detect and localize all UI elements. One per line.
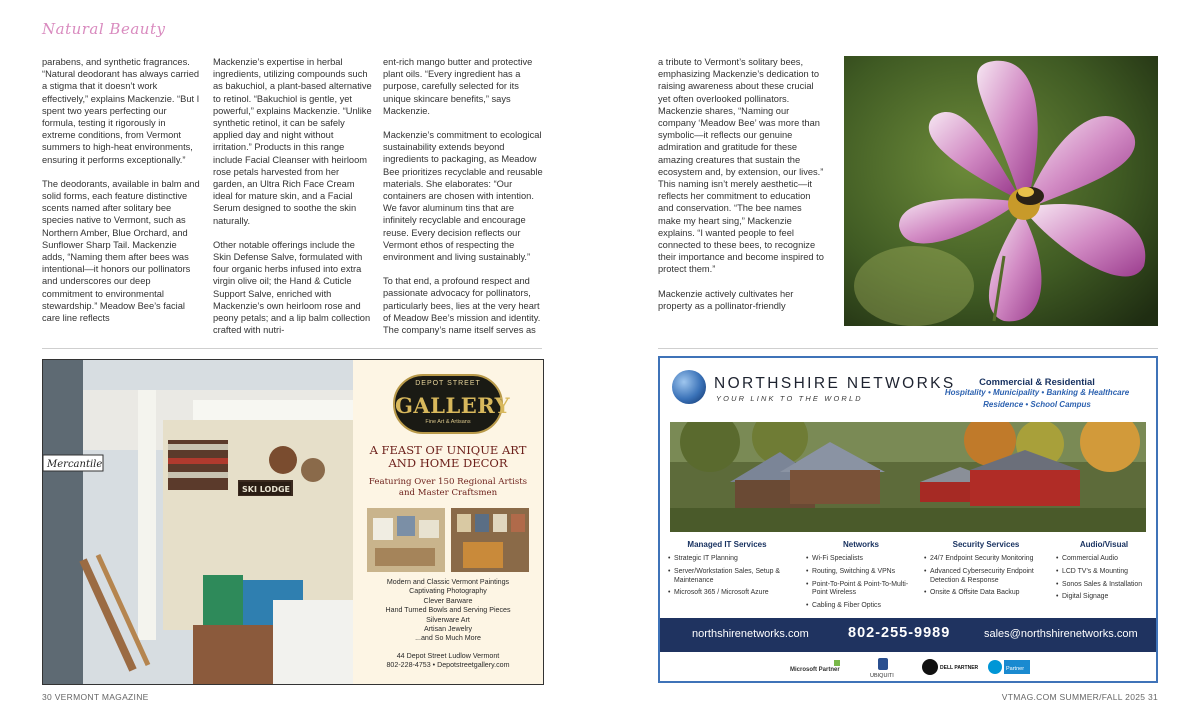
left-folio: 30 VERMONT MAGAZINE xyxy=(42,692,149,702)
mercantile-sign: Mercantile xyxy=(47,459,103,470)
service-item: • Commercial Audio xyxy=(1056,555,1152,564)
column-title: Security Services xyxy=(952,540,1020,549)
paragraph: a tribute to Vermont’s solitary bees, emphasizing Mackenzie’s dedication to raising awareness about these crucial yet often overlooked pollinators. Mackenzie shares, “Naming our company ‘Meadow Bee’ was more than symbolic—it reflects our genuine admiration and gratitude for these amazing creatures that sustain the ecosystem and, by extension, our lives.” This naming isn’t merely aesthetic—it reflects her commitment to education and conservation. “The bee names make my heart sing,” Mackenzie explains. “I wanted people to feel connected to these bees, to recognize their importance and become inspired to protect them.” xyxy=(658,57,824,275)
cosmos-flower-photo xyxy=(844,56,1158,326)
service-item: • LCD TV’s & Mounting xyxy=(1056,568,1152,577)
rule-left xyxy=(42,348,542,349)
service-item: • Microsoft 365 / Microsoft Azure xyxy=(668,589,786,598)
service-item: • Strategic IT Planning xyxy=(668,555,786,564)
paragraph: To that end, a profound respect and passionate advocacy for pollinators, particularly bees, lies at the very heart of Meadow Bee’s mission and identity. The company’s name itself serves as xyxy=(383,276,541,336)
paragraph: Mackenzie actively cultivates her property as a pollinator-friendly xyxy=(658,288,794,311)
service-item: • Point-To-Point & Point-To-Multi-Point Wireless xyxy=(806,581,916,599)
hp-partner-logo: Partner xyxy=(1006,666,1025,672)
section-title: Natural Beauty xyxy=(42,20,166,38)
list-item: ...and So Much More xyxy=(415,634,481,643)
partner-logos xyxy=(790,656,1040,678)
gallery-logo xyxy=(393,374,511,434)
dell-partner-logo: DELL PARTNER xyxy=(940,665,979,671)
ski-lodge-sign: SKI LODGE xyxy=(242,485,291,494)
logo-top-text: DEPOT STREET xyxy=(415,380,481,387)
left-col-3 xyxy=(383,56,543,348)
northshire-networks-ad xyxy=(658,356,1158,683)
service-item: • Routing, Switching & VPNs xyxy=(806,568,916,577)
gallery-subhead: Featuring Over 150 Regional Artists and Master Craftsmen xyxy=(368,477,528,498)
rule-right xyxy=(658,348,1158,349)
service-column xyxy=(806,540,916,615)
ubiquiti-logo: UBIQUITI xyxy=(870,673,894,678)
left-col-1 xyxy=(42,56,200,336)
company-tagline: YOUR LINK TO THE WORLD xyxy=(716,394,863,403)
farm-landscape-photo xyxy=(670,422,1146,532)
gallery-ad xyxy=(42,359,544,685)
phone-number: 802-255-9989 xyxy=(848,625,951,641)
commercial-residential-block xyxy=(922,376,1152,411)
gallery-headline: A FEAST OF UNIQUE ART AND HOME DECOR xyxy=(369,443,527,470)
gallery-info-panel xyxy=(353,360,543,684)
address-line: 44 Depot Street Ludlow Vermont xyxy=(396,652,500,660)
list-item: Silverware Art xyxy=(426,615,470,624)
cr-line-1: Hospitality • Municipality • Banking & Healthcare xyxy=(944,388,1130,397)
contact-line: 802-228-4753 • Depotstreetgallery.com xyxy=(386,661,510,670)
service-item: • Advanced Cybersecurity Endpoint Detection & Response xyxy=(924,568,1048,586)
gallery-items-list xyxy=(359,578,537,644)
list-item: Captivating Photography xyxy=(409,587,487,596)
column-title: Audio/Visual xyxy=(1079,540,1129,549)
service-column xyxy=(1056,540,1152,606)
microsoft-partner-logo: Microsoft Partner xyxy=(790,667,840,673)
list-item: Hand Turned Bowls and Serving Pieces xyxy=(385,606,511,615)
service-item: • Cabling & Fiber Optics xyxy=(806,602,916,611)
service-item: • Sonos Sales & Installation xyxy=(1056,581,1152,590)
paragraph: The deodorants, available in balm and solid forms, each feature distinctive scents named after solitary bee species native to Vermont, such as Northern Amber, Blue Orchard, and Sunflower Sharp Tail. Mackenzie adds, “Naming them after bees was intentional—it honors our pollinators and underscores our deep commitment to environmental stewardship.” Meadow Bee’s facial care line reflects xyxy=(42,178,200,324)
right-col-1 xyxy=(658,56,826,324)
logo-subtitle: Fine Art & Artisans xyxy=(425,419,471,425)
gallery-interior-photos xyxy=(367,508,529,572)
list-item: Artisan Jewelry xyxy=(423,625,473,634)
column-title: Networks xyxy=(842,540,879,549)
paragraph: Mackenzie’s expertise in herbal ingredients, utilizing compounds such as bakuchiol, a plant-based alternative to retinol. “Bakuchiol is gentle, yet powerful,” explains Mackenzie. “Unlike synthetic retinol, it can be safely applied day and night without irritation.” Products in this range include Facial Cleanser with heirloom rose petals harvested from her garden, an Ultra Rich Face Cream ideal for mature skin, and a Facial Serum designed to soothe the skin naturally. xyxy=(213,57,372,226)
paragraph: Other notable offerings include the Skin Defense Salve, formulated with four organic herbs infused into extra virgin olive oil; the Hand & Cuticle Support Salve, enriched with Mackenzie’s own heirloom rose and peony petals; and a lip balm collection crafted with nutri- xyxy=(213,239,371,336)
paragraph: parabens, and synthetic fragrances. “Natural deodorant has always carried a stigma that it doesn’t work effectively,” explains Mackenzie. “But I spent two years perfecting our formula, testing it rigorously in extreme conditions, from Vermont summers to high-heat environments, ensuring it performs exceptionally.” xyxy=(42,57,200,165)
website-link[interactable]: northshirenetworks.com xyxy=(692,628,809,640)
service-item: • 24/7 Endpoint Security Monitoring xyxy=(924,555,1048,564)
service-item: • Digital Signage xyxy=(1056,593,1152,602)
company-name: NORTHSHIRE NETWORKS xyxy=(714,375,956,392)
cr-title: Commercial & Residential xyxy=(979,376,1095,387)
paragraph: Mackenzie’s commitment to ecological sustainability extends beyond ingredients to packaging, as Meadow Bee prioritizes recyclable and reusable materials. She elaborates: “Our containers are chosen with intention. We favor aluminum tins that are infinitely recyclable and encourage reuse. Every decision reflects our Vermont ethos of respecting the environment and living sustainably.” xyxy=(383,130,543,263)
list-item: Modern and Classic Vermont Paintings xyxy=(386,578,510,586)
contact-band xyxy=(660,618,1156,652)
service-column xyxy=(668,540,786,602)
column-title: Managed IT Services xyxy=(687,540,767,549)
storefront-photo xyxy=(43,360,353,684)
gallery-address xyxy=(359,652,537,671)
globe-icon xyxy=(672,370,706,404)
right-folio: VTMAG.COM SUMMER/FALL 2025 31 xyxy=(1001,692,1158,702)
email-link[interactable]: sales@northshirenetworks.com xyxy=(984,628,1138,640)
paragraph: ent-rich mango butter and protective plant oils. “Every ingredient has a purpose, carefully selected for its unique skincare benefits,” says Mackenzie. xyxy=(383,57,533,116)
list-item: Clever Barware xyxy=(423,596,473,605)
service-item: • Wi-Fi Specialists xyxy=(806,555,916,564)
service-column xyxy=(924,540,1048,602)
service-item: • Onsite & Offsite Data Backup xyxy=(924,589,1048,598)
service-item: • Server/Workstation Sales, Setup & Maintenance xyxy=(668,568,786,586)
logo-name: GALLERY xyxy=(395,393,511,418)
cr-line-2: Residence • School Campus xyxy=(983,400,1091,409)
left-col-2 xyxy=(213,56,373,348)
